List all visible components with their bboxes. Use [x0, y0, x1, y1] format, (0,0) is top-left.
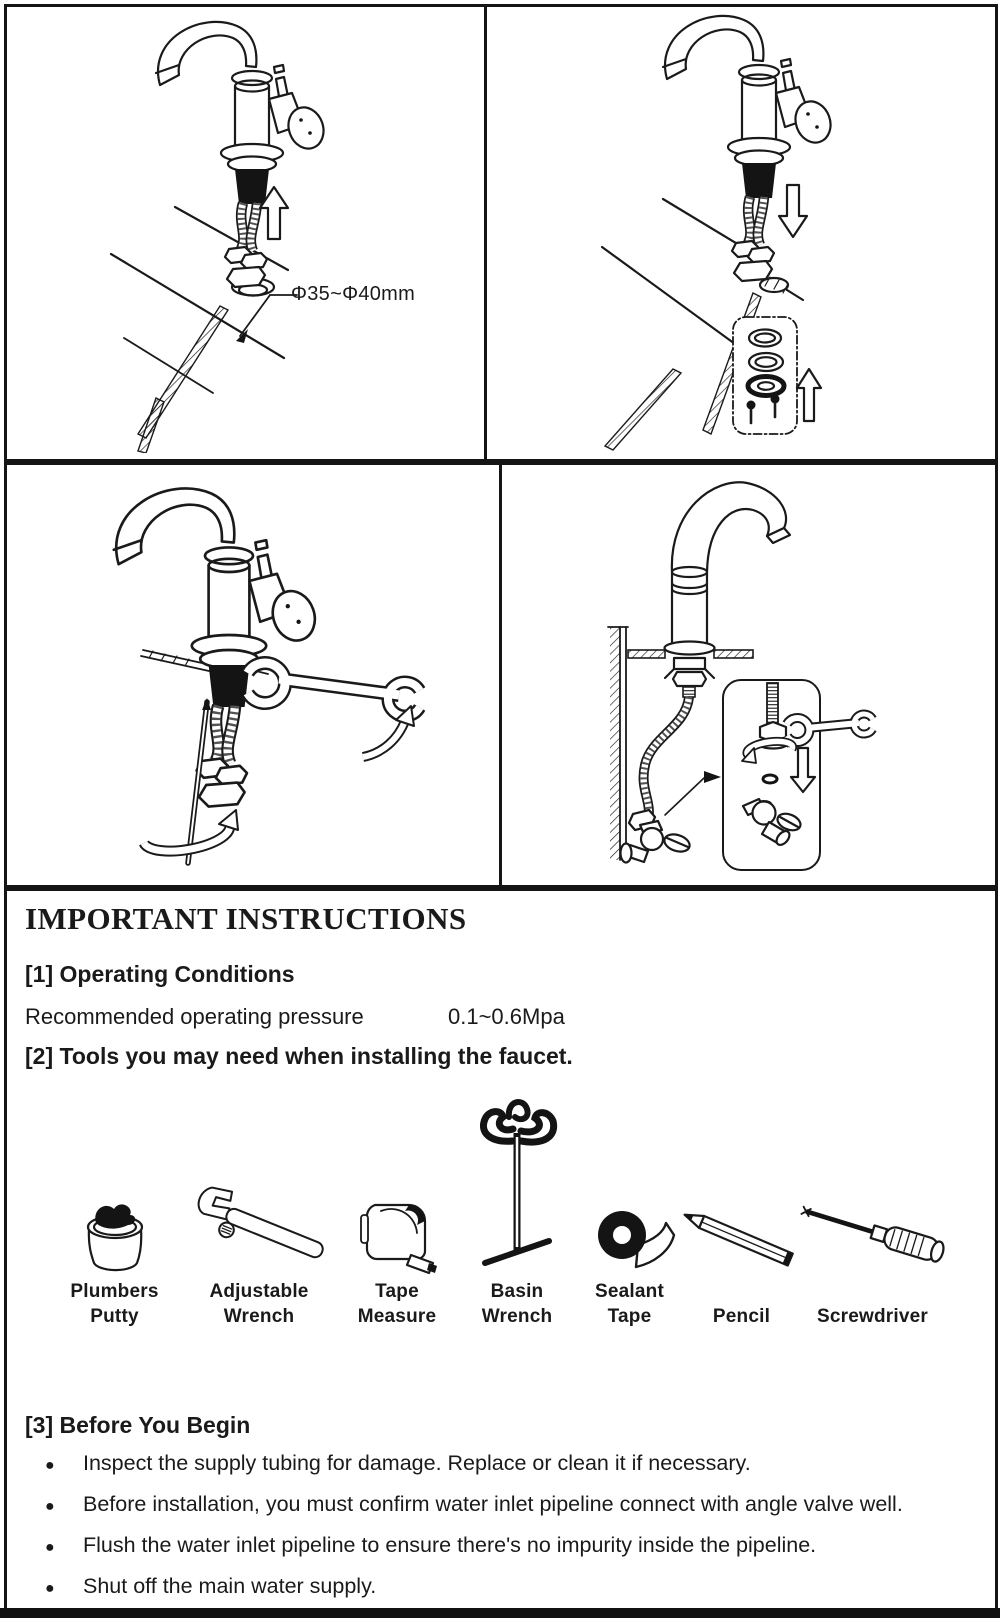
tool-label: Adjustable [209, 1281, 309, 1302]
faucet-illustration [665, 482, 791, 697]
diagram-tighten-nut [7, 465, 499, 879]
tool-label [795, 1281, 950, 1306]
tool-label: Putty [90, 1306, 139, 1327]
tool-label [679, 1281, 804, 1306]
step-row-1 [4, 4, 998, 462]
tool-label: Sealant [595, 1281, 664, 1302]
callout-arrow-icon [665, 771, 721, 815]
plumbers-putty-icon [76, 1197, 154, 1281]
section-1-heading: [1] Operating Conditions [25, 961, 295, 987]
bullet-text: Shut off the main water supply. [83, 1574, 377, 1598]
diagram-insert-faucet [7, 7, 484, 453]
bullet-icon: ● [45, 1580, 55, 1597]
step-panel-2 [487, 7, 989, 459]
countertop-graphic [111, 207, 288, 453]
bullet-item [45, 1492, 979, 1517]
dimension-leader [236, 295, 297, 343]
section-2-heading: [2] Tools you may need when installing the faucet. [25, 1043, 573, 1069]
supply-hose-graphic [644, 697, 689, 823]
bullet-text: Flush the water inlet pipeline to ensure there's no impurity inside the pipeline. [83, 1533, 817, 1557]
tool-item-screwdriver [795, 1085, 950, 1331]
tool-label: Screwdriver [817, 1306, 928, 1327]
bullet-item [45, 1533, 979, 1558]
tool-item-basin-wrench [457, 1085, 577, 1331]
basin-wrench-icon [463, 1089, 571, 1281]
bullet-icon: ● [45, 1457, 55, 1474]
bullet-item [45, 1451, 979, 1476]
wall-graphic [608, 627, 628, 860]
tool-label: Wrench [223, 1306, 295, 1327]
tool-label: Tape [607, 1306, 652, 1327]
tool-label: Pencil [712, 1306, 771, 1327]
gasket-stack-inset [733, 317, 797, 434]
up-arrow-icon [797, 369, 821, 421]
wrench-graphic [248, 663, 420, 716]
step-panel-3 [7, 465, 499, 885]
faucet-illustration [156, 22, 329, 287]
bullet-icon: ● [45, 1498, 55, 1515]
step-panel-4 [502, 465, 989, 885]
sealant-tape-icon [582, 1201, 678, 1281]
step-panel-1 [7, 7, 484, 459]
pressure-value: 0.1~0.6Mpa [448, 1004, 565, 1029]
tool-item-adjustable-wrench [179, 1085, 339, 1331]
tool-item-sealant-tape [572, 1085, 687, 1331]
tool-label: Wrench [481, 1306, 553, 1327]
adjustable-wrench-icon [179, 1171, 339, 1281]
tool-item-tape-measure [332, 1085, 462, 1331]
tool-item-pencil [679, 1085, 804, 1331]
valve-connection-inset [723, 680, 873, 870]
tool-label: Measure [357, 1306, 437, 1327]
step-row-2 [4, 462, 998, 888]
tape-measure-icon [351, 1193, 443, 1281]
bullet-text: Inspect the supply tubing for damage. Replace or clean it if necessary. [83, 1451, 751, 1475]
tool-label: Plumbers [70, 1281, 159, 1302]
pressure-label: Recommended operating pressure [25, 1004, 364, 1029]
tool-label: Tape [375, 1281, 419, 1302]
page-bottom-rule [0, 1608, 1000, 1618]
instructions-section [4, 888, 998, 1614]
hole-dimension-label: Φ35~Φ40mm [291, 283, 416, 305]
diagram-connect-supply [502, 465, 989, 879]
down-arrow-icon [779, 185, 807, 237]
angle-valve-graphic [621, 810, 692, 863]
tool-item-plumbers-putty [47, 1085, 182, 1331]
pencil-icon [679, 1191, 804, 1281]
bullet-icon: ● [45, 1539, 55, 1556]
faucet-illustration [663, 16, 836, 281]
section-3-heading: [3] Before You Begin [25, 1412, 251, 1438]
bullet-text: Before installation, you must confirm water inlet pipeline connect with angle valve well. [83, 1492, 903, 1516]
bullet-item [45, 1574, 979, 1599]
faucet-illustration [114, 489, 322, 807]
tools-row [7, 1085, 989, 1357]
threaded-rod-graphic [188, 698, 211, 863]
page-title: IMPORTANT INSTRUCTIONS [25, 901, 467, 936]
diagram-drop-in-faucet [487, 7, 989, 453]
screwdriver-icon [795, 1181, 950, 1281]
tool-label: Basin [490, 1281, 544, 1302]
